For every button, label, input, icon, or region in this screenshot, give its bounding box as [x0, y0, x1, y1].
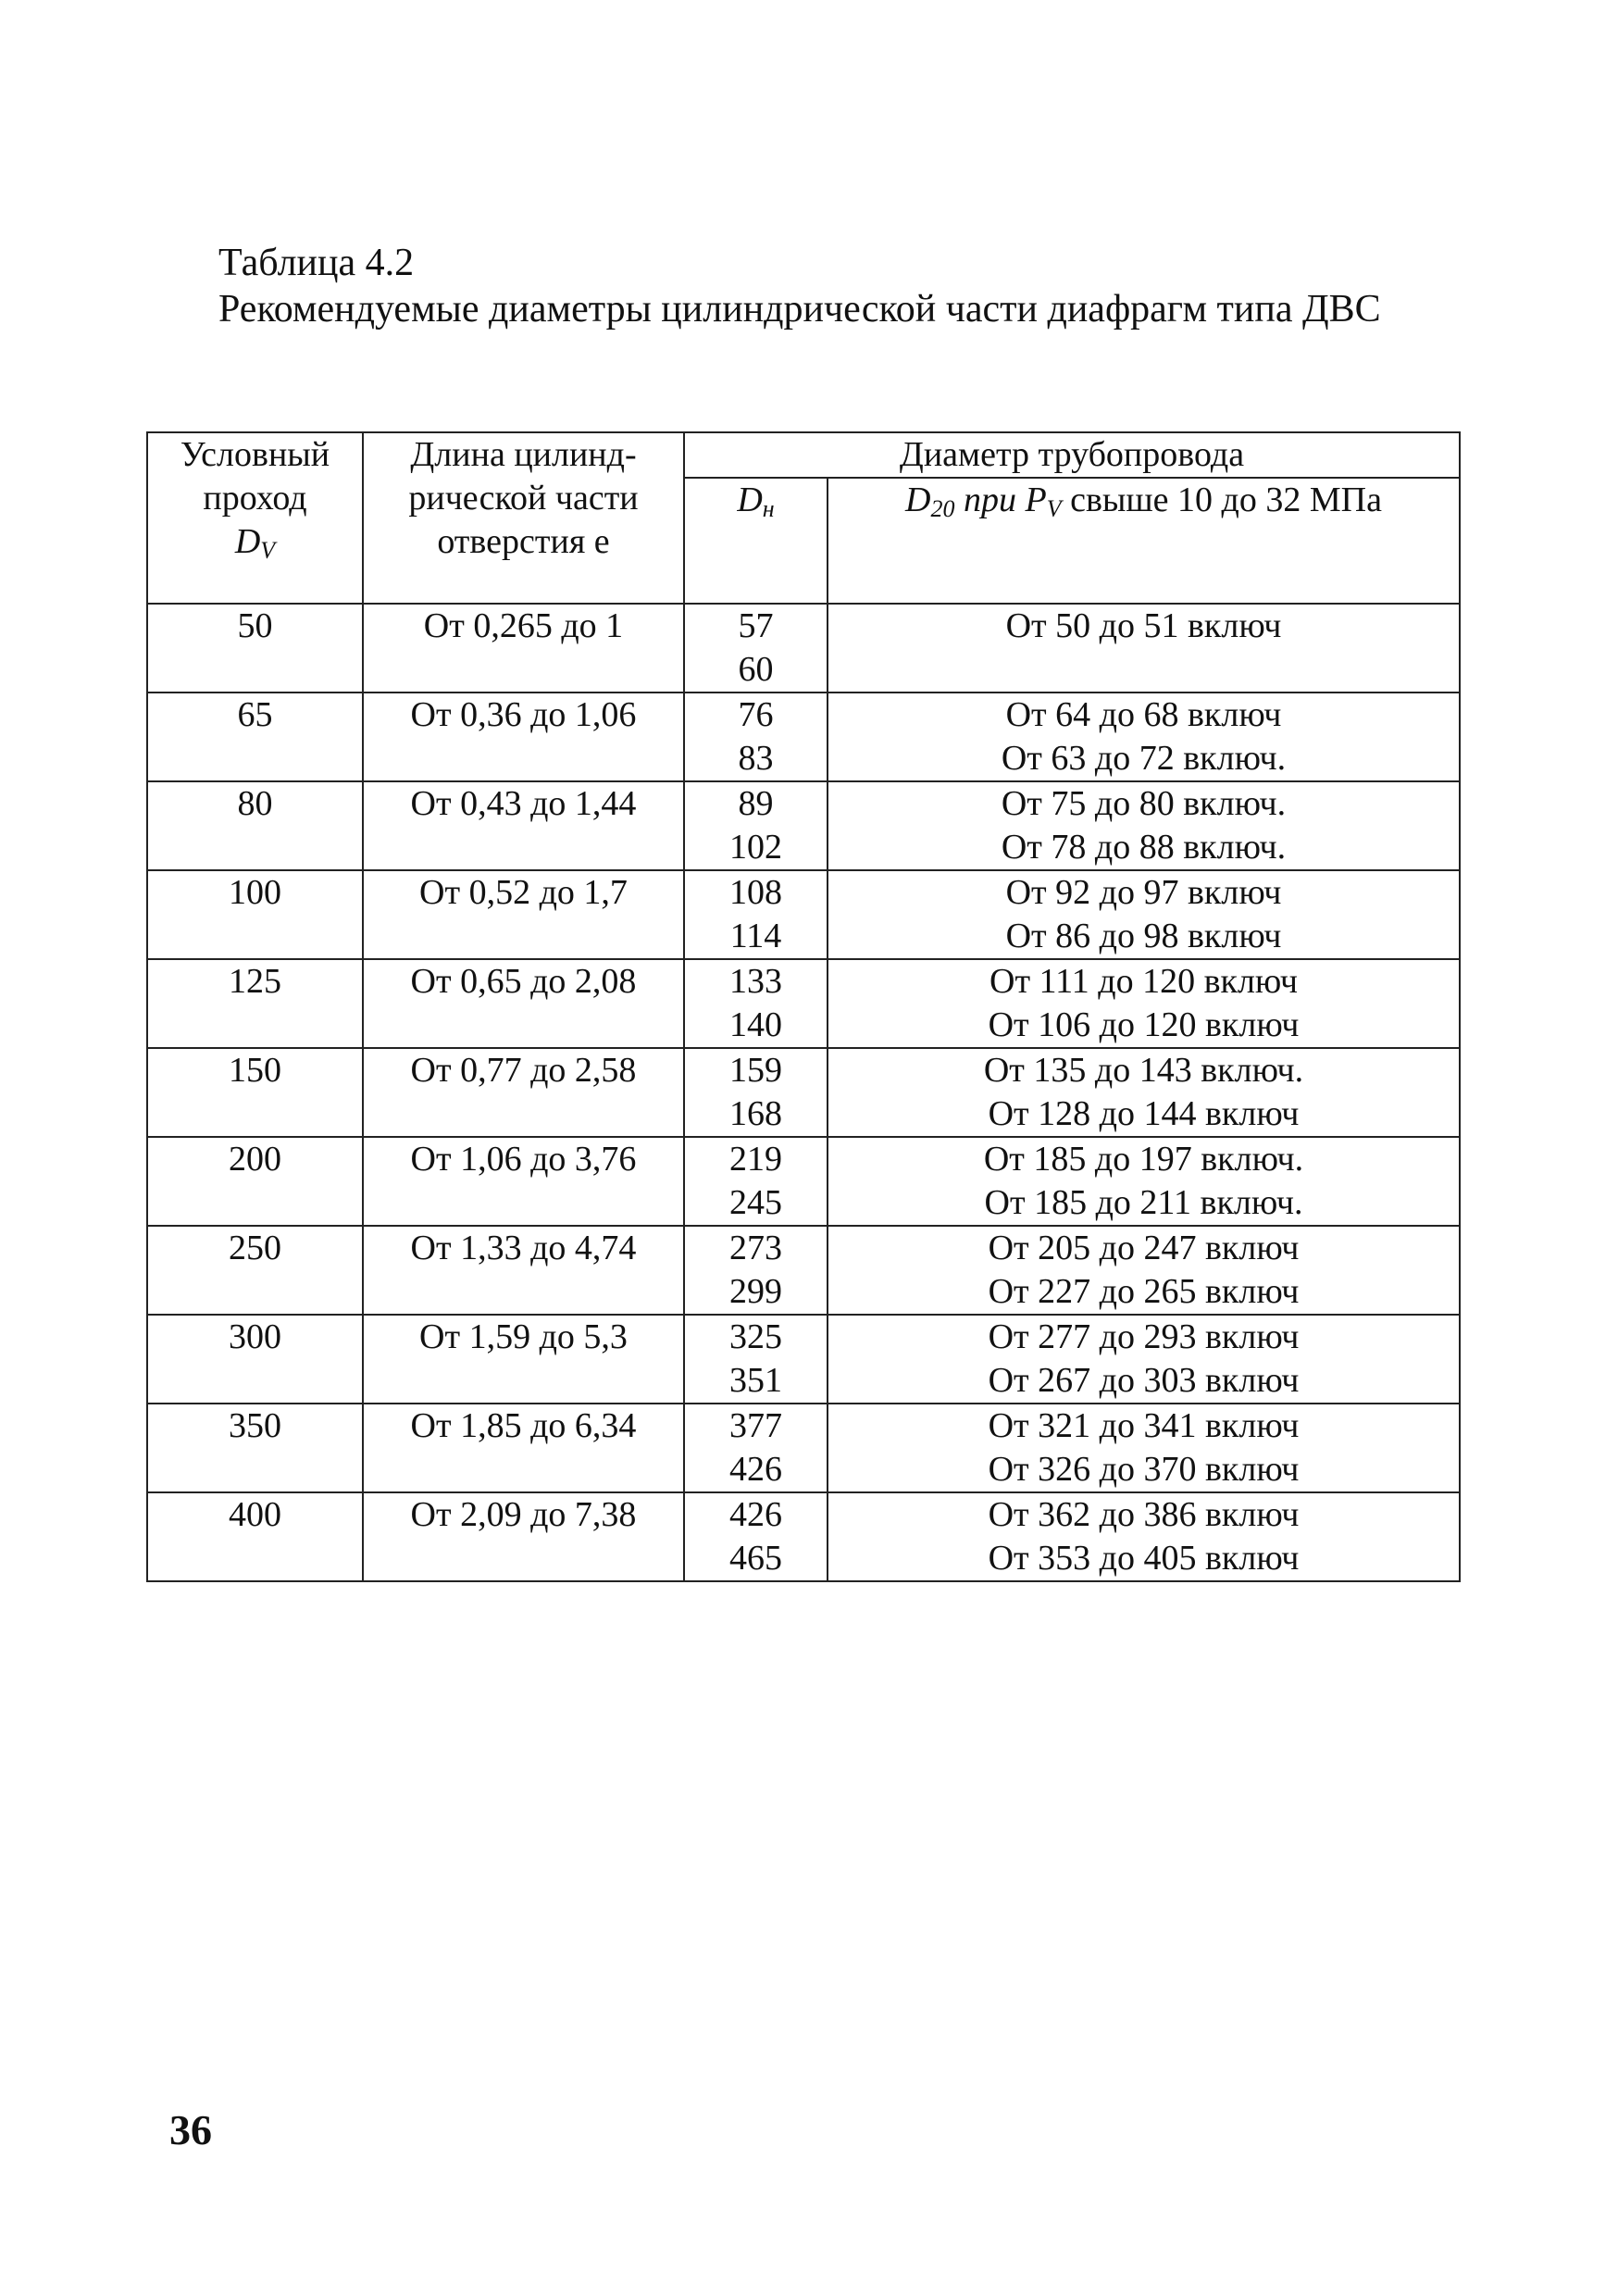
cell-dn-value: 159 — [729, 1051, 782, 1090]
cell-d20-value: От 63 до 72 включ. — [1001, 739, 1287, 778]
table-header — [147, 432, 1460, 604]
header-conditional-pass-line2: проход — [203, 479, 307, 518]
cell-dv: 65 — [147, 693, 363, 781]
cell-dv: 200 — [147, 1137, 363, 1226]
table-title: Рекомендуемые диаметры цилиндрической части диафрагм типа ДВС — [218, 288, 1381, 331]
cell-d20-value: От 64 до 68 включ — [1005, 695, 1282, 734]
cell-d20-value: От 185 до 211 включ. — [984, 1183, 1303, 1222]
cell-d20-value: От 321 до 341 включ — [988, 1406, 1300, 1445]
cell-d20 — [828, 1226, 1460, 1315]
cell-dn — [684, 1048, 828, 1137]
table-row — [147, 693, 1460, 781]
cell-dn-value: 89 — [738, 784, 774, 823]
page-number: 36 — [169, 2106, 212, 2153]
cell-d20 — [828, 1315, 1460, 1404]
cell-dn — [684, 870, 828, 959]
header-length-line2: рической части — [408, 479, 639, 518]
cell-d20-value: От 50 до 51 включ — [1005, 606, 1282, 645]
cell-length: От 2,09 до 7,38 — [363, 1492, 684, 1581]
cell-dv: 50 — [147, 604, 363, 693]
cell-d20-value: От 128 до 144 включ — [988, 1094, 1300, 1133]
cell-dn-value: 83 — [738, 739, 774, 778]
cell-dv: 150 — [147, 1048, 363, 1137]
cell-d20 — [828, 781, 1460, 870]
table-row — [147, 1048, 1460, 1137]
cell-dv: 80 — [147, 781, 363, 870]
cell-d20-value: От 75 до 80 включ. — [1001, 784, 1287, 823]
cell-d20-value: От 111 до 120 включ — [989, 962, 1298, 1001]
cell-d20 — [828, 604, 1460, 693]
cell-d20-value: От 326 до 370 включ — [988, 1450, 1300, 1489]
cell-dn — [684, 604, 828, 693]
header-length-line1: Длина цилинд- — [410, 435, 637, 474]
cell-d20 — [828, 1048, 1460, 1137]
cell-d20 — [828, 870, 1460, 959]
table-row — [147, 1226, 1460, 1315]
symbol-sub-v: V — [1046, 495, 1062, 522]
symbol-d: D — [234, 522, 261, 561]
cell-dn-value: 426 — [729, 1450, 782, 1489]
cell-dv: 350 — [147, 1404, 363, 1492]
cell-d20-value: От 205 до 247 включ — [988, 1229, 1300, 1267]
cell-length: От 1,85 до 6,34 — [363, 1404, 684, 1492]
cell-d20 — [828, 959, 1460, 1048]
table-row — [147, 1492, 1460, 1581]
cell-dv: 300 — [147, 1315, 363, 1404]
cell-dn-value: 245 — [729, 1183, 782, 1222]
cell-dn-value: 102 — [729, 828, 782, 867]
cell-length: От 1,59 до 5,3 — [363, 1315, 684, 1404]
cell-d20 — [828, 693, 1460, 781]
header-length — [363, 432, 684, 604]
word-at: при — [963, 480, 1016, 519]
cell-length: От 0,77 до 2,58 — [363, 1048, 684, 1137]
cell-d20-value: От 86 до 98 включ — [1005, 917, 1282, 955]
cell-dv: 400 — [147, 1492, 363, 1581]
cell-dv: 250 — [147, 1226, 363, 1315]
symbol-sub-v: V — [260, 537, 276, 564]
cell-dn — [684, 1315, 828, 1404]
cell-dn-value: 325 — [729, 1317, 782, 1356]
table-row — [147, 1315, 1460, 1404]
diameters-table — [146, 431, 1461, 1582]
cell-dn-value: 60 — [738, 650, 774, 689]
cell-dn — [684, 959, 828, 1048]
cell-dn-value: 76 — [738, 695, 774, 734]
cell-dn-value: 426 — [729, 1495, 782, 1534]
cell-dn — [684, 1404, 828, 1492]
header-length-line3: отверстия е — [437, 522, 610, 561]
cell-dn-value: 133 — [729, 962, 782, 1001]
table-row — [147, 604, 1460, 693]
header-conditional-pass-symbol — [148, 520, 362, 564]
cell-d20-value: От 185 до 197 включ. — [983, 1140, 1304, 1179]
header-conditional-pass-line1: Условный — [180, 435, 330, 474]
cell-d20-value: От 78 до 88 включ. — [1001, 828, 1287, 867]
symbol-d: D — [737, 480, 763, 519]
cell-d20-value: От 277 до 293 включ — [988, 1317, 1300, 1356]
symbol-p: P — [1025, 480, 1047, 519]
header-d20 — [828, 478, 1460, 604]
cell-d20 — [828, 1492, 1460, 1581]
cell-dn-value: 377 — [729, 1406, 782, 1445]
header-dn — [684, 478, 828, 604]
cell-length: От 0,52 до 1,7 — [363, 870, 684, 959]
cell-dn-value: 114 — [729, 917, 782, 955]
cell-length: От 0,65 до 2,08 — [363, 959, 684, 1048]
table-row — [147, 1137, 1460, 1226]
cell-d20-value: От 227 до 265 включ — [988, 1272, 1300, 1311]
cell-dn-value: 299 — [729, 1272, 782, 1311]
cell-dn — [684, 693, 828, 781]
cell-d20 — [828, 1137, 1460, 1226]
cell-dn — [684, 781, 828, 870]
cell-dn-value: 168 — [729, 1094, 782, 1133]
symbol-sub-20: 20 — [930, 495, 955, 522]
cell-dn-value: 465 — [729, 1539, 782, 1578]
cell-dn-value: 108 — [729, 873, 782, 912]
cell-dn-value: 351 — [729, 1361, 782, 1400]
cell-dn-value: 57 — [738, 606, 774, 645]
cell-d20-value: От 106 до 120 включ — [988, 1005, 1300, 1044]
table-row — [147, 870, 1460, 959]
cell-dn-value: 219 — [729, 1140, 782, 1179]
cell-d20-value — [828, 648, 1459, 692]
header-conditional-pass — [147, 432, 363, 604]
table-body — [147, 604, 1460, 1581]
cell-length: От 1,06 до 3,76 — [363, 1137, 684, 1226]
cell-d20-value: От 92 до 97 включ — [1005, 873, 1282, 912]
symbol-sub-n: н — [762, 495, 775, 522]
cell-dn — [684, 1226, 828, 1315]
table-row — [147, 959, 1460, 1048]
cell-dn-value: 273 — [729, 1229, 782, 1267]
cell-dv: 125 — [147, 959, 363, 1048]
cell-length: От 0,43 до 1,44 — [363, 781, 684, 870]
cell-dn-value: 140 — [729, 1005, 782, 1044]
table-label: Таблица 4.2 — [218, 242, 415, 284]
table-row — [147, 781, 1460, 870]
table-row — [147, 1404, 1460, 1492]
cell-dn — [684, 1492, 828, 1581]
cell-length: От 1,33 до 4,74 — [363, 1226, 684, 1315]
cell-d20 — [828, 1404, 1460, 1492]
header-pipe-diameter: Диаметр трубопровода — [684, 432, 1460, 478]
cell-dn — [684, 1137, 828, 1226]
cell-length: От 0,265 до 1 — [363, 604, 684, 693]
cell-d20-value: От 267 до 303 включ — [988, 1361, 1300, 1400]
cell-d20-value: От 135 до 143 включ. — [983, 1051, 1304, 1090]
cell-d20-value: От 353 до 405 включ — [988, 1539, 1300, 1578]
cell-dv: 100 — [147, 870, 363, 959]
header-d20-rest: свыше 10 до 32 МПа — [1070, 480, 1382, 519]
cell-length: От 0,36 до 1,06 — [363, 693, 684, 781]
symbol-d: D — [905, 480, 931, 519]
cell-d20-value: От 362 до 386 включ — [988, 1495, 1300, 1534]
